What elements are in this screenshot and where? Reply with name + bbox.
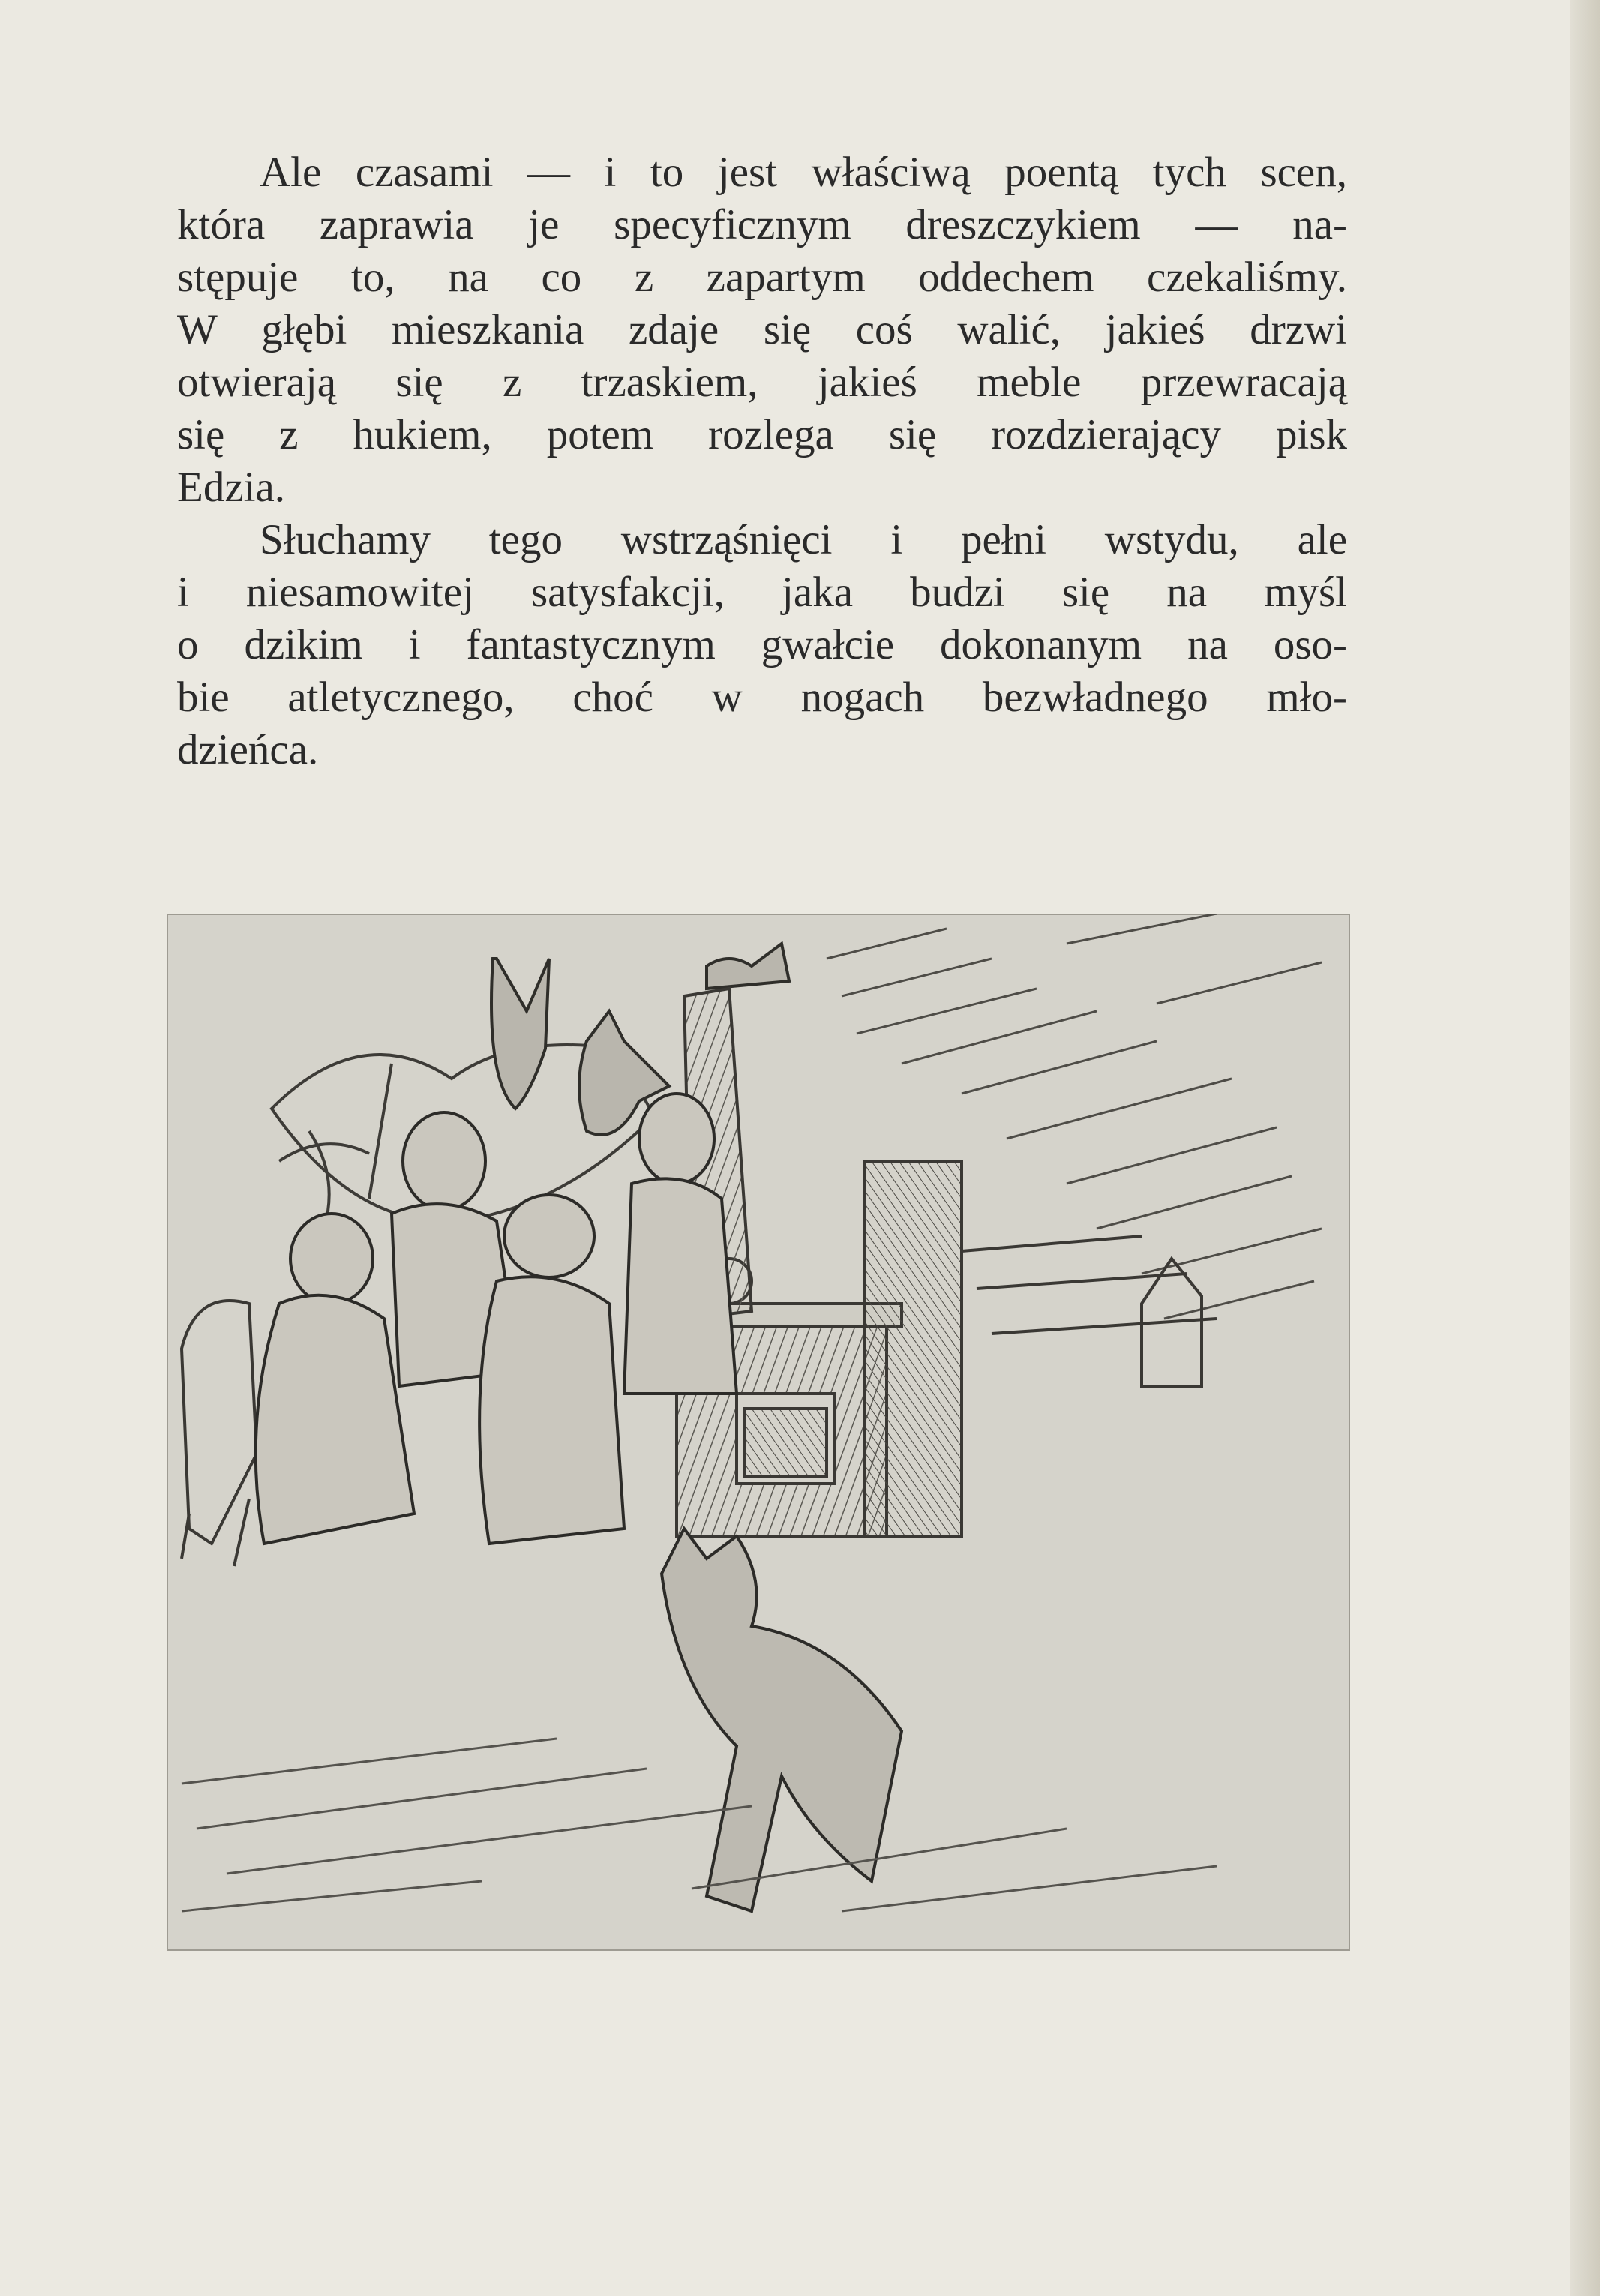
text-line: która zaprawia je specyficznym dreszczykiem — na- [177, 201, 1347, 248]
text-line: i niesamowitej satysfakcji, jaka budzi się na myśl [177, 569, 1347, 616]
text-line: W głębi mieszkania zdaje się coś walić, jakieś drzwi [177, 306, 1347, 353]
women-figures [256, 1094, 737, 1544]
text-line: otwierają się z trzaskiem, jakieś meble przewracają [177, 359, 1347, 406]
armchair [182, 1301, 257, 1566]
text-line: Edzia. [177, 464, 286, 511]
text-line: Słuchamy tego wstrząśnięci i pełni wstydu, ale [260, 516, 1347, 563]
fox-figures-top [491, 944, 789, 1135]
etching-illustration [167, 914, 1350, 1951]
floor-lines [182, 1739, 1217, 1911]
text-line: bie atletycznego, choć w nogach bezwładnego mło- [177, 674, 1347, 721]
text-line: dzieńca. [177, 726, 319, 773]
illustration-drawing [167, 914, 1350, 1951]
page-edge-shadow [1570, 0, 1600, 2296]
window-building [864, 1161, 1217, 1536]
body-text [177, 146, 1347, 776]
text-line: o dzikim i fantastycznym gwałcie dokonanym na oso- [177, 621, 1347, 668]
paragraph-1 [177, 146, 1347, 514]
paragraph-2 [177, 514, 1347, 776]
text-line: się z hukiem, potem rozlega się rozdzierający pisk [177, 411, 1347, 458]
crouching-fox [662, 1529, 902, 1911]
text-line: Ale czasami — i to jest właściwą poentą tych scen, [260, 149, 1347, 196]
text-line: stępuje to, na co z zapartym oddechem czekaliśmy. [177, 254, 1347, 301]
